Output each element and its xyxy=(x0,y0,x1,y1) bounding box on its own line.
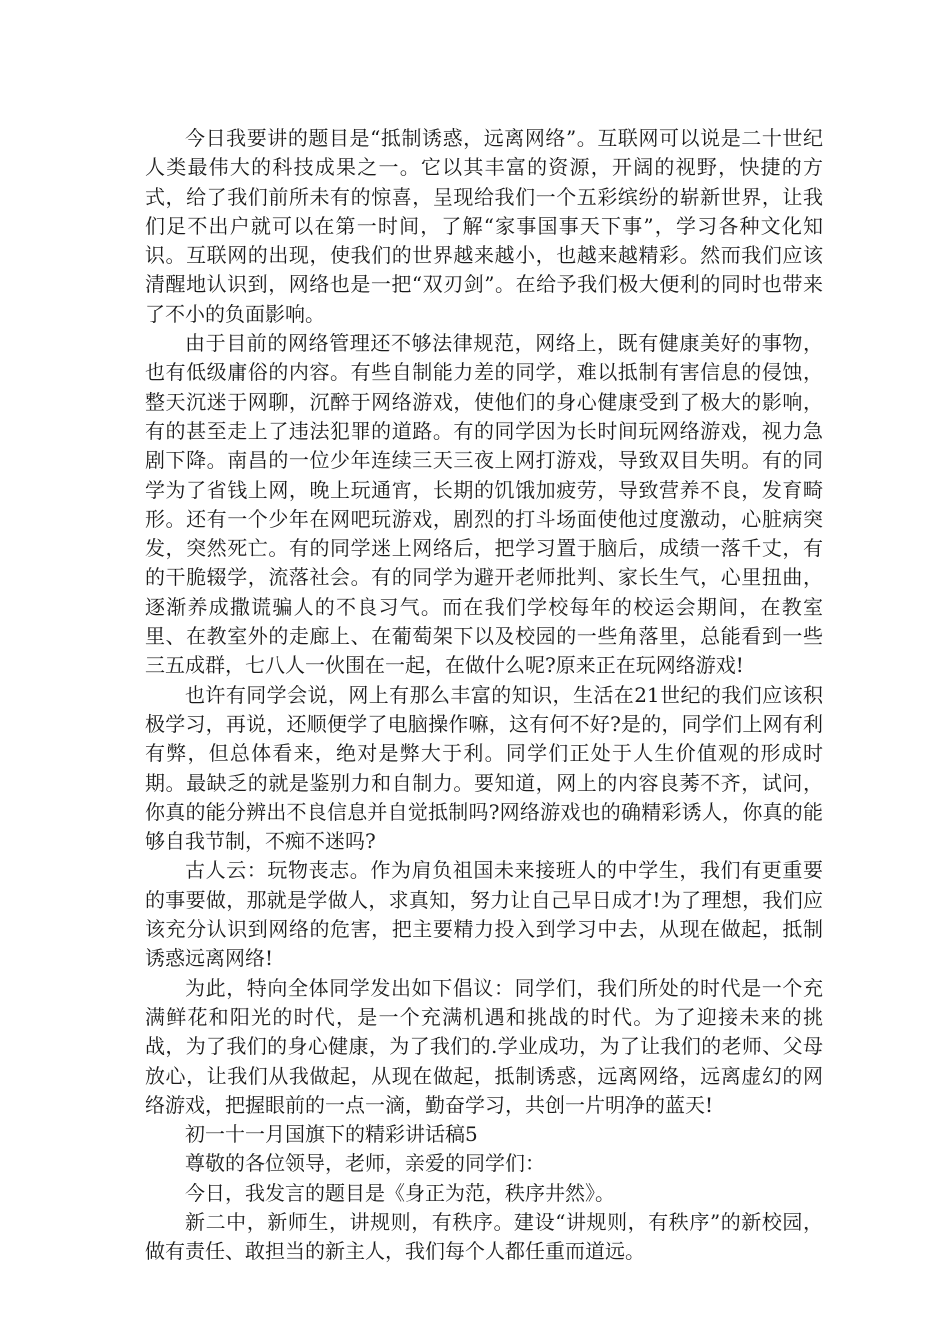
paragraph-resist-temptation-intro: 今日我要讲的题目是“抵制诱惑，远离网络”。互联网可以说是二十世纪人类最伟大的科技成果之一。它以其丰富的资源，开阔的视野，快捷的方式，给了我们前所未有的惊喜，呈现给我们一个五彩缤纷的崭新世界，让我们足不出户就可以在第一时间，了解“家事国事天下事”，学习各种文化知识。互联网的出现，使我们的世界越来越小，也越来越精彩。然而我们应该清醒地认识到，网络也是一把“双刃剑”。在给予我们极大便利的同时也带来了不小的负面影响。 xyxy=(145,126,823,326)
paragraph-network-harms: 由于目前的网络管理还不够法律规范，网络上，既有健康美好的事物，也有低级庸俗的内容。有些自制能力差的同学，难以抵制有害信息的侵蚀，整天沉迷于网聊，沉醉于网络游戏，使他们的身心健康受到了极大的影响，有的甚至走上了违法犯罪的道路。有的同学因为长时间玩网络游戏，视力急剧下降。南昌的一位少年连续三天三夜上网打游戏，导致双目失明。有的同学为了省钱上网，晚上玩通宵，长期的饥饿加疲劳，导致营养不良，发育畸形。还有一个少年在网吧玩游戏，剧烈的打斗场面使他过度激动，心脏病突发，突然死亡。有的同学迷上网络后，把学习置于脑后，成绩一落千丈，有的干脆辍学，流落社会。有的同学为避开老师批判、家长生气，心里扭曲，逐渐养成撒谎骗人的不良习气。而在我们学校每年的校运会期间，在教室里、在教室外的走廊上、在葡萄架下以及校园的一些角落里，总能看到一些三五成群，七八人一伙围在一起，在做什么呢?原来正在玩网络游戏! xyxy=(145,331,823,678)
paragraph-ancient-saying: 古人云：玩物丧志。作为肩负祖国未来接班人的中学生，我们有更重要的事要做，那就是学做人，求真知，努力让自己早日成才!为了理想，我们应该充分认识到网络的危害，把主要精力投入到学习中去，从现在做起，抵制诱惑远离网络! xyxy=(145,858,823,971)
speech-topic: 今日，我发言的题目是《身正为范，秩序井然》。 xyxy=(185,1180,615,1205)
speech-greeting: 尊敬的各位领导，老师，亲爱的同学们： xyxy=(185,1151,545,1176)
paragraph-pros-and-cons: 也许有同学会说，网上有那么丰富的知识，生活在21世纪的我们应该积极学习，再说，还顺便学了电脑操作嘛，这有何不好?是的，同学们上网有利有弊，但总体看来，绝对是弊大于利。同学们正处于人生价值观的形成时期。最缺乏的就是鉴别力和自制力。要知道，网上的内容良莠不齐，试问，你真的能分辨出不良信息并自觉抵制吗?网络游戏也的确精彩诱人，你真的能够自我节制，不痴不迷吗? xyxy=(145,682,823,854)
document-body xyxy=(145,124,823,1267)
paragraph-proposal: 为此，特向全体同学发出如下倡议：同学们，我们所处的时代是一个充满鲜花和阳光的时代，是一个充满机遇和挑战的时代。为了迎接未来的挑战，为了我们的身心健康，为了我们的.学业成功，为了让我们的老师、父母放心，让我们从我做起，从现在做起，抵制诱惑，远离网络，远离虚幻的网络游戏，把握眼前的一点一滴，勤奋学习，共创一片明净的蓝天! xyxy=(145,975,823,1117)
paragraph-new-campus: 新二中，新师生，讲规则，有秩序。建设“讲规则，有秩序”的新校园，做有责任、敢担当的新主人，我们每个人都任重而道远。 xyxy=(145,1209,823,1264)
speech-title: 初一十一月国旗下的精彩讲话稿5 xyxy=(185,1122,478,1147)
